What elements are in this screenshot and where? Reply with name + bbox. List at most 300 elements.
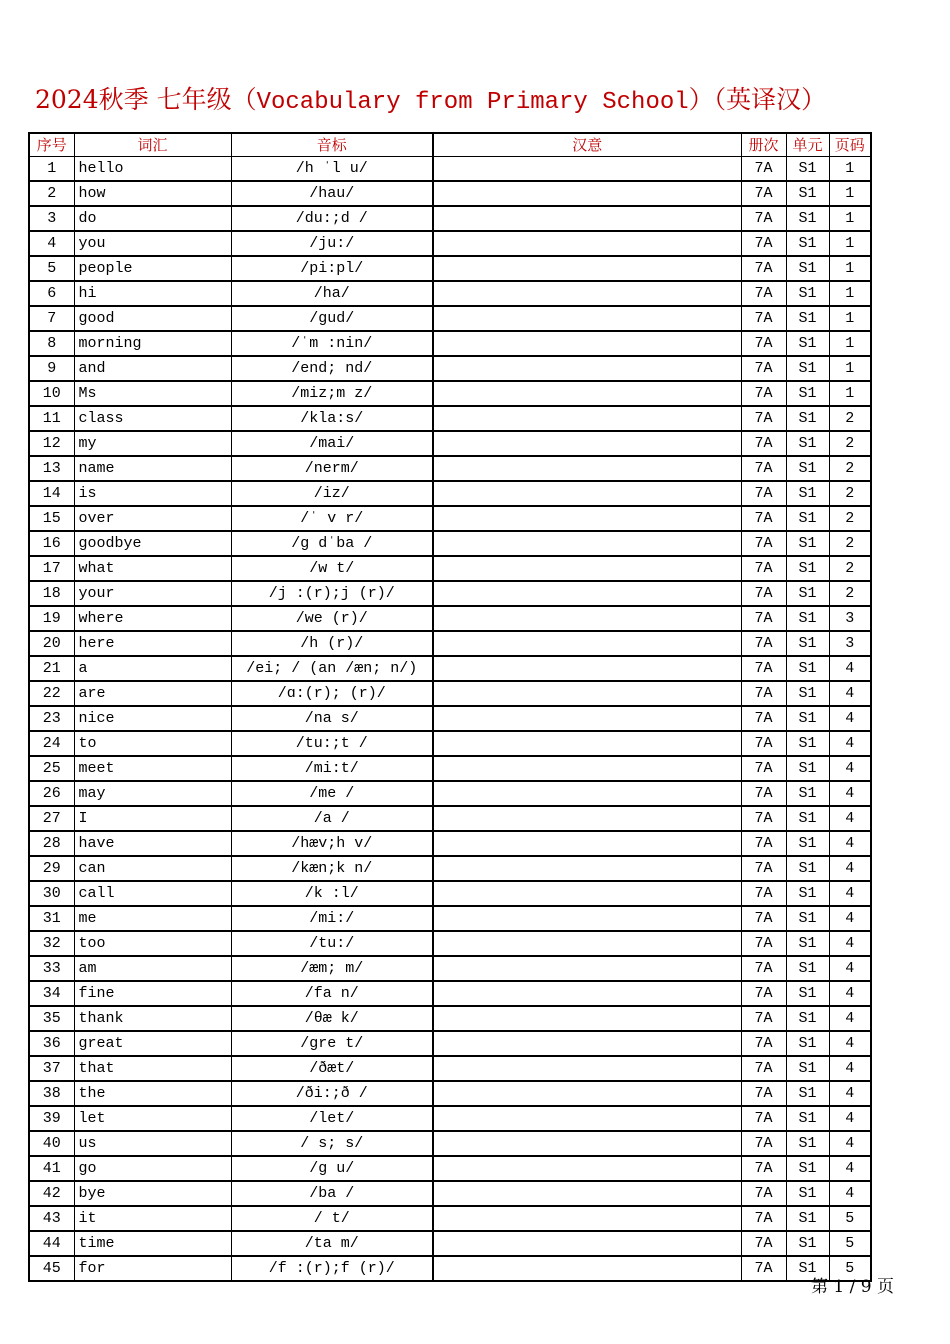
row-word: what <box>74 556 231 581</box>
row-unit: S1 <box>786 1031 829 1056</box>
row-number: 36 <box>29 1031 74 1056</box>
table-row <box>29 856 871 881</box>
row-meaning <box>433 1181 741 1206</box>
row-number: 35 <box>29 1006 74 1031</box>
row-phonetic: /θæ k/ <box>231 1006 433 1031</box>
row-meaning <box>433 581 741 606</box>
row-word: it <box>74 1206 231 1231</box>
table-row <box>29 356 871 381</box>
row-book: 7A <box>741 1056 786 1081</box>
row-word: me <box>74 906 231 931</box>
row-phonetic: /ˈ v r/ <box>231 506 433 531</box>
table-row <box>29 1181 871 1206</box>
row-phonetic: /du:;d / <box>231 206 433 231</box>
row-phonetic: /ei; / (an /æn; n/) <box>231 656 433 681</box>
row-meaning <box>433 981 741 1006</box>
row-unit: S1 <box>786 1106 829 1131</box>
table-row <box>29 181 871 206</box>
row-book: 7A <box>741 556 786 581</box>
header-no: 序号 <box>29 133 74 157</box>
row-word: the <box>74 1081 231 1106</box>
table-row <box>29 1131 871 1156</box>
row-number: 32 <box>29 931 74 956</box>
row-meaning <box>433 706 741 731</box>
row-book: 7A <box>741 581 786 606</box>
row-page: 1 <box>829 157 871 182</box>
row-phonetic: /tu:/ <box>231 931 433 956</box>
table-row <box>29 681 871 706</box>
row-word: to <box>74 731 231 756</box>
row-page: 4 <box>829 956 871 981</box>
row-meaning <box>433 806 741 831</box>
row-meaning <box>433 606 741 631</box>
row-unit: S1 <box>786 881 829 906</box>
row-unit: S1 <box>786 456 829 481</box>
row-page: 4 <box>829 1181 871 1206</box>
row-number: 30 <box>29 881 74 906</box>
row-page: 4 <box>829 656 871 681</box>
table-header-row <box>29 133 871 157</box>
row-unit: S1 <box>786 1006 829 1031</box>
row-page: 4 <box>829 731 871 756</box>
row-meaning <box>433 1131 741 1156</box>
row-meaning <box>433 157 741 182</box>
table-row <box>29 206 871 231</box>
header-word: 词汇 <box>74 133 231 157</box>
table-row <box>29 881 871 906</box>
row-page: 1 <box>829 381 871 406</box>
table-row <box>29 381 871 406</box>
row-page: 4 <box>829 806 871 831</box>
row-meaning <box>433 1006 741 1031</box>
row-meaning <box>433 506 741 531</box>
row-unit: S1 <box>786 956 829 981</box>
row-book: 7A <box>741 1181 786 1206</box>
table-row <box>29 1231 871 1256</box>
header-unit: 单元 <box>786 133 829 157</box>
row-book: 7A <box>741 606 786 631</box>
row-phonetic: /g dˈba / <box>231 531 433 556</box>
row-book: 7A <box>741 831 786 856</box>
table-row <box>29 456 871 481</box>
row-number: 38 <box>29 1081 74 1106</box>
row-phonetic: /me / <box>231 781 433 806</box>
row-book: 7A <box>741 281 786 306</box>
row-meaning <box>433 631 741 656</box>
row-unit: S1 <box>786 981 829 1006</box>
row-phonetic: /nerm/ <box>231 456 433 481</box>
row-unit: S1 <box>786 1206 829 1231</box>
row-book: 7A <box>741 1006 786 1031</box>
row-number: 15 <box>29 506 74 531</box>
row-phonetic: /ði:;ð / <box>231 1081 433 1106</box>
row-word: meet <box>74 756 231 781</box>
row-meaning <box>433 306 741 331</box>
row-phonetic: /ju:/ <box>231 231 433 256</box>
row-number: 23 <box>29 706 74 731</box>
row-word: here <box>74 631 231 656</box>
table-row <box>29 731 871 756</box>
table-row <box>29 331 871 356</box>
row-phonetic: /kæn;k n/ <box>231 856 433 881</box>
row-word: how <box>74 181 231 206</box>
row-word: too <box>74 931 231 956</box>
row-meaning <box>433 681 741 706</box>
row-meaning <box>433 481 741 506</box>
row-page: 4 <box>829 781 871 806</box>
row-phonetic: /g u/ <box>231 1156 433 1181</box>
row-meaning <box>433 781 741 806</box>
row-book: 7A <box>741 656 786 681</box>
title-suffix: ）（英译汉） <box>688 85 827 114</box>
row-number: 19 <box>29 606 74 631</box>
row-number: 12 <box>29 431 74 456</box>
row-word: your <box>74 581 231 606</box>
row-number: 17 <box>29 556 74 581</box>
row-page: 4 <box>829 756 871 781</box>
row-book: 7A <box>741 1206 786 1231</box>
table-row <box>29 631 871 656</box>
row-phonetic: /ta m/ <box>231 1231 433 1256</box>
row-meaning <box>433 1056 741 1081</box>
row-meaning <box>433 331 741 356</box>
row-book: 7A <box>741 1256 786 1281</box>
row-page: 4 <box>829 881 871 906</box>
row-word: call <box>74 881 231 906</box>
row-number: 28 <box>29 831 74 856</box>
row-meaning <box>433 1206 741 1231</box>
row-meaning <box>433 531 741 556</box>
row-number: 7 <box>29 306 74 331</box>
row-word: time <box>74 1231 231 1256</box>
row-unit: S1 <box>786 681 829 706</box>
row-number: 9 <box>29 356 74 381</box>
row-number: 3 <box>29 206 74 231</box>
row-word: am <box>74 956 231 981</box>
row-phonetic: /h ˈl u/ <box>231 157 433 182</box>
table-row <box>29 906 871 931</box>
row-phonetic: /kla:s/ <box>231 406 433 431</box>
table-row <box>29 1056 871 1081</box>
row-unit: S1 <box>786 906 829 931</box>
row-number: 14 <box>29 481 74 506</box>
row-number: 29 <box>29 856 74 881</box>
row-word: do <box>74 206 231 231</box>
row-number: 1 <box>29 157 74 182</box>
row-meaning <box>433 656 741 681</box>
row-meaning <box>433 356 741 381</box>
row-unit: S1 <box>786 1081 829 1106</box>
row-meaning <box>433 906 741 931</box>
row-book: 7A <box>741 406 786 431</box>
table-row <box>29 406 871 431</box>
row-unit: S1 <box>786 731 829 756</box>
row-page: 3 <box>829 631 871 656</box>
row-word: for <box>74 1256 231 1281</box>
row-unit: S1 <box>786 1156 829 1181</box>
row-page: 2 <box>829 481 871 506</box>
row-phonetic: /w t/ <box>231 556 433 581</box>
table-row <box>29 756 871 781</box>
row-number: 4 <box>29 231 74 256</box>
row-phonetic: /ha/ <box>231 281 433 306</box>
row-unit: S1 <box>786 781 829 806</box>
row-number: 41 <box>29 1156 74 1181</box>
row-meaning <box>433 281 741 306</box>
table-row <box>29 231 871 256</box>
row-page: 4 <box>829 1131 871 1156</box>
row-unit: S1 <box>786 706 829 731</box>
row-book: 7A <box>741 481 786 506</box>
row-unit: S1 <box>786 406 829 431</box>
row-page: 5 <box>829 1256 871 1281</box>
row-word: Ms <box>74 381 231 406</box>
row-phonetic: /ˈm :nin/ <box>231 331 433 356</box>
row-meaning <box>433 881 741 906</box>
row-page: 4 <box>829 856 871 881</box>
row-number: 42 <box>29 1181 74 1206</box>
row-number: 40 <box>29 1131 74 1156</box>
table-row <box>29 656 871 681</box>
row-number: 26 <box>29 781 74 806</box>
row-phonetic: /tu:;t / <box>231 731 433 756</box>
row-meaning <box>433 556 741 581</box>
row-unit: S1 <box>786 306 829 331</box>
row-page: 4 <box>829 1081 871 1106</box>
row-page: 4 <box>829 1156 871 1181</box>
row-page: 1 <box>829 306 871 331</box>
row-unit: S1 <box>786 581 829 606</box>
row-number: 43 <box>29 1206 74 1231</box>
table-body <box>29 157 871 1282</box>
row-page: 4 <box>829 681 871 706</box>
row-page: 3 <box>829 606 871 631</box>
row-number: 24 <box>29 731 74 756</box>
row-number: 31 <box>29 906 74 931</box>
title-english: Vocabulary from Primary School <box>256 89 689 116</box>
row-word: and <box>74 356 231 381</box>
row-unit: S1 <box>786 481 829 506</box>
row-word: where <box>74 606 231 631</box>
row-word: people <box>74 256 231 281</box>
row-word: morning <box>74 331 231 356</box>
row-number: 2 <box>29 181 74 206</box>
row-meaning <box>433 381 741 406</box>
title-prefix: 2024秋季 七年级（ <box>35 85 257 114</box>
row-book: 7A <box>741 206 786 231</box>
row-word: have <box>74 831 231 856</box>
row-meaning <box>433 731 741 756</box>
row-book: 7A <box>741 681 786 706</box>
row-book: 7A <box>741 1031 786 1056</box>
table-row <box>29 306 871 331</box>
row-page: 1 <box>829 331 871 356</box>
row-number: 39 <box>29 1106 74 1131</box>
row-book: 7A <box>741 806 786 831</box>
table-row <box>29 831 871 856</box>
row-word: I <box>74 806 231 831</box>
row-phonetic: /a / <box>231 806 433 831</box>
row-word: you <box>74 231 231 256</box>
row-word: are <box>74 681 231 706</box>
row-word: good <box>74 306 231 331</box>
vocabulary-table <box>28 132 872 1282</box>
row-number: 45 <box>29 1256 74 1281</box>
row-number: 6 <box>29 281 74 306</box>
row-unit: S1 <box>786 256 829 281</box>
row-word: over <box>74 506 231 531</box>
row-book: 7A <box>741 231 786 256</box>
page-indicator: 第 1 / 9 页 <box>811 1277 894 1297</box>
row-book: 7A <box>741 256 786 281</box>
row-word: hi <box>74 281 231 306</box>
row-book: 7A <box>741 431 786 456</box>
row-number: 8 <box>29 331 74 356</box>
header-ipa: 音标 <box>231 133 433 157</box>
row-book: 7A <box>741 331 786 356</box>
row-book: 7A <box>741 706 786 731</box>
row-book: 7A <box>741 881 786 906</box>
row-book: 7A <box>741 381 786 406</box>
row-meaning <box>433 1031 741 1056</box>
row-book: 7A <box>741 1231 786 1256</box>
row-word: go <box>74 1156 231 1181</box>
table-row <box>29 1206 871 1231</box>
row-page: 1 <box>829 356 871 381</box>
row-book: 7A <box>741 531 786 556</box>
row-phonetic: /f :(r);f (r)/ <box>231 1256 433 1281</box>
row-phonetic: /hæv;h v/ <box>231 831 433 856</box>
row-number: 33 <box>29 956 74 981</box>
row-number: 13 <box>29 456 74 481</box>
row-word: hello <box>74 157 231 182</box>
row-page: 2 <box>829 406 871 431</box>
row-phonetic: /ɑ:(r); (r)/ <box>231 681 433 706</box>
row-word: thank <box>74 1006 231 1031</box>
row-word: let <box>74 1106 231 1131</box>
row-book: 7A <box>741 356 786 381</box>
row-page: 4 <box>829 906 871 931</box>
row-meaning <box>433 1106 741 1131</box>
row-phonetic: /gre t/ <box>231 1031 433 1056</box>
row-meaning <box>433 206 741 231</box>
row-phonetic: / s; s/ <box>231 1131 433 1156</box>
table-row <box>29 1006 871 1031</box>
table-row <box>29 706 871 731</box>
row-word: is <box>74 481 231 506</box>
row-meaning <box>433 756 741 781</box>
row-number: 44 <box>29 1231 74 1256</box>
table-row <box>29 157 871 182</box>
row-page: 2 <box>829 531 871 556</box>
row-meaning <box>433 431 741 456</box>
row-meaning <box>433 456 741 481</box>
table-row <box>29 956 871 981</box>
table-row <box>29 531 871 556</box>
row-book: 7A <box>741 1106 786 1131</box>
row-page: 1 <box>829 256 871 281</box>
row-unit: S1 <box>786 1231 829 1256</box>
row-page: 1 <box>829 231 871 256</box>
row-phonetic: /j :(r);j (r)/ <box>231 581 433 606</box>
row-book: 7A <box>741 1156 786 1181</box>
row-number: 11 <box>29 406 74 431</box>
row-word: class <box>74 406 231 431</box>
row-page: 4 <box>829 706 871 731</box>
row-unit: S1 <box>786 206 829 231</box>
row-number: 10 <box>29 381 74 406</box>
row-meaning <box>433 1081 741 1106</box>
row-book: 7A <box>741 781 786 806</box>
row-unit: S1 <box>786 756 829 781</box>
row-book: 7A <box>741 157 786 182</box>
row-unit: S1 <box>786 1056 829 1081</box>
row-page: 4 <box>829 1056 871 1081</box>
row-phonetic: /mi:t/ <box>231 756 433 781</box>
row-page: 1 <box>829 206 871 231</box>
row-unit: S1 <box>786 856 829 881</box>
row-meaning <box>433 1156 741 1181</box>
row-page: 4 <box>829 1031 871 1056</box>
row-book: 7A <box>741 906 786 931</box>
table-row <box>29 1156 871 1181</box>
row-word: nice <box>74 706 231 731</box>
table-row <box>29 1031 871 1056</box>
row-word: can <box>74 856 231 881</box>
row-page: 4 <box>829 831 871 856</box>
row-word: fine <box>74 981 231 1006</box>
row-number: 21 <box>29 656 74 681</box>
row-phonetic: /h (r)/ <box>231 631 433 656</box>
table-row <box>29 481 871 506</box>
row-unit: S1 <box>786 631 829 656</box>
row-book: 7A <box>741 856 786 881</box>
row-unit: S1 <box>786 931 829 956</box>
row-phonetic: /na s/ <box>231 706 433 731</box>
row-meaning <box>433 1256 741 1281</box>
row-unit: S1 <box>786 831 829 856</box>
row-page: 1 <box>829 281 871 306</box>
row-page: 2 <box>829 506 871 531</box>
row-phonetic: /æm; m/ <box>231 956 433 981</box>
row-meaning <box>433 181 741 206</box>
row-word: us <box>74 1131 231 1156</box>
row-unit: S1 <box>786 1131 829 1156</box>
row-unit: S1 <box>786 1256 829 1281</box>
row-book: 7A <box>741 181 786 206</box>
row-unit: S1 <box>786 181 829 206</box>
row-unit: S1 <box>786 281 829 306</box>
page-title <box>35 80 826 116</box>
row-unit: S1 <box>786 331 829 356</box>
header-meaning: 汉意 <box>433 133 741 157</box>
row-phonetic: /end; nd/ <box>231 356 433 381</box>
row-phonetic: / t/ <box>231 1206 433 1231</box>
table-row <box>29 931 871 956</box>
row-page: 2 <box>829 431 871 456</box>
row-phonetic: /gud/ <box>231 306 433 331</box>
row-phonetic: /k :l/ <box>231 881 433 906</box>
row-book: 7A <box>741 506 786 531</box>
row-meaning <box>433 1231 741 1256</box>
row-word: a <box>74 656 231 681</box>
row-number: 22 <box>29 681 74 706</box>
row-unit: S1 <box>786 806 829 831</box>
row-phonetic: /fa n/ <box>231 981 433 1006</box>
row-number: 20 <box>29 631 74 656</box>
row-book: 7A <box>741 931 786 956</box>
row-unit: S1 <box>786 1181 829 1206</box>
